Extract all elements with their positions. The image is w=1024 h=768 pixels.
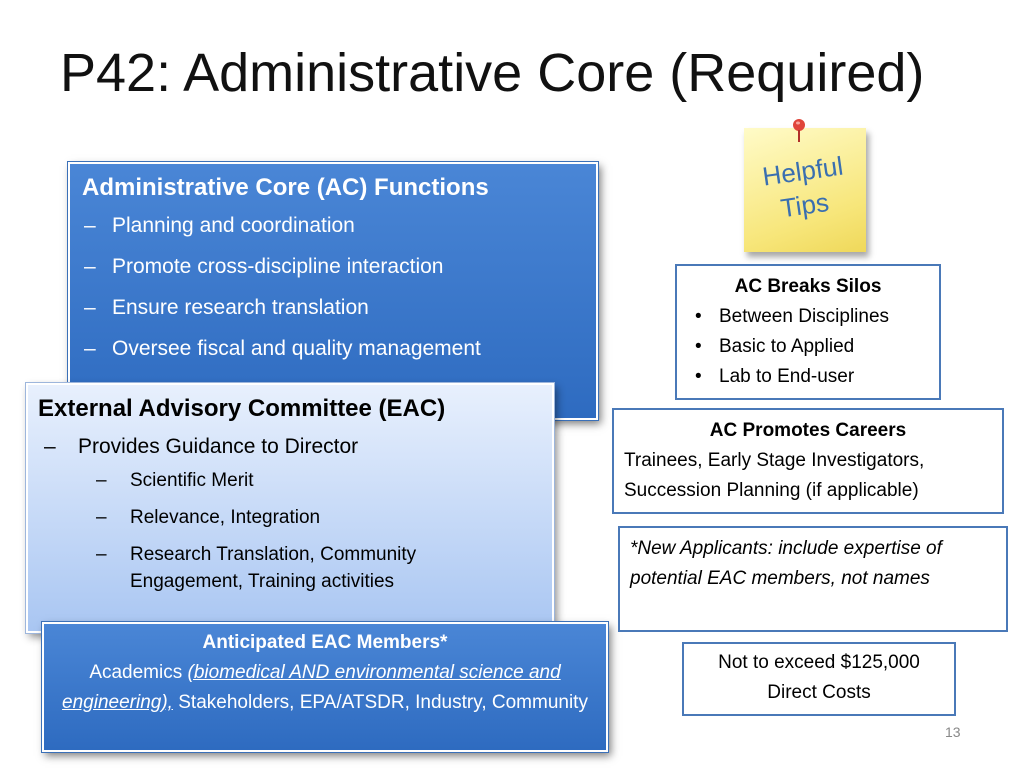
ac-functions-heading: Administrative Core (AC) Functions bbox=[82, 174, 489, 201]
ac-function-item: – Promote cross-discipline interaction bbox=[82, 253, 584, 281]
page-number: 13 bbox=[945, 724, 961, 740]
eac-sub-item: – Relevance, Integration bbox=[38, 504, 542, 531]
new-applicants-note: *New Applicants: include expertise of potential EAC members, not names bbox=[618, 526, 1008, 632]
anticipated-members-text bbox=[44, 658, 606, 718]
helpful-tips-line1: Helpful bbox=[760, 150, 845, 192]
anticipated-members-heading: Anticipated EAC Members* bbox=[202, 632, 448, 653]
cost-limit-line: Not to exceed $125,000 bbox=[718, 652, 920, 673]
ac-function-item: – Planning and coordination bbox=[82, 212, 584, 240]
silos-bullet: • Between Disciplines bbox=[687, 302, 929, 332]
ac-functions-box bbox=[68, 162, 598, 420]
promotes-careers-heading: AC Promotes Careers bbox=[709, 420, 907, 441]
cost-limit-line: Direct Costs bbox=[767, 682, 871, 703]
cost-limit-box bbox=[682, 642, 956, 716]
breaks-silos-heading: AC Breaks Silos bbox=[734, 276, 882, 297]
anticipated-members-box bbox=[42, 622, 608, 752]
breaks-silos-box bbox=[675, 264, 941, 400]
helpful-tips-note bbox=[744, 128, 866, 252]
members-suffix: Stakeholders, EPA/ATSDR, Industry, Community bbox=[178, 692, 588, 713]
members-underlined: (biomedical AND environmental science and engineering), bbox=[62, 662, 561, 713]
careers-line: Succession Planning (if applicable) bbox=[624, 480, 919, 501]
eac-heading: External Advisory Committee (EAC) bbox=[38, 395, 446, 422]
careers-line: Trainees, Early Stage Investigators, bbox=[624, 450, 925, 471]
silos-bullet: • Lab to End-user bbox=[687, 362, 929, 392]
ac-function-item: – Ensure research translation bbox=[82, 294, 584, 322]
eac-guidance-item: – Provides Guidance to Director bbox=[38, 433, 542, 461]
slide-title: P42: Administrative Core (Required) bbox=[60, 43, 925, 103]
promotes-careers-box bbox=[612, 408, 1004, 514]
ac-function-item: – Oversee fiscal and quality management bbox=[82, 335, 584, 363]
eac-sub-item: – Scientific Merit bbox=[38, 467, 542, 494]
pushpin-icon bbox=[790, 118, 810, 144]
eac-box bbox=[26, 383, 554, 633]
helpful-tips-line2: Tips bbox=[778, 186, 831, 224]
members-prefix: Academics bbox=[89, 662, 183, 683]
silos-bullet: • Basic to Applied bbox=[687, 332, 929, 362]
eac-sub-item: – Research Translation, Community Engagement, Training activities bbox=[38, 541, 542, 595]
